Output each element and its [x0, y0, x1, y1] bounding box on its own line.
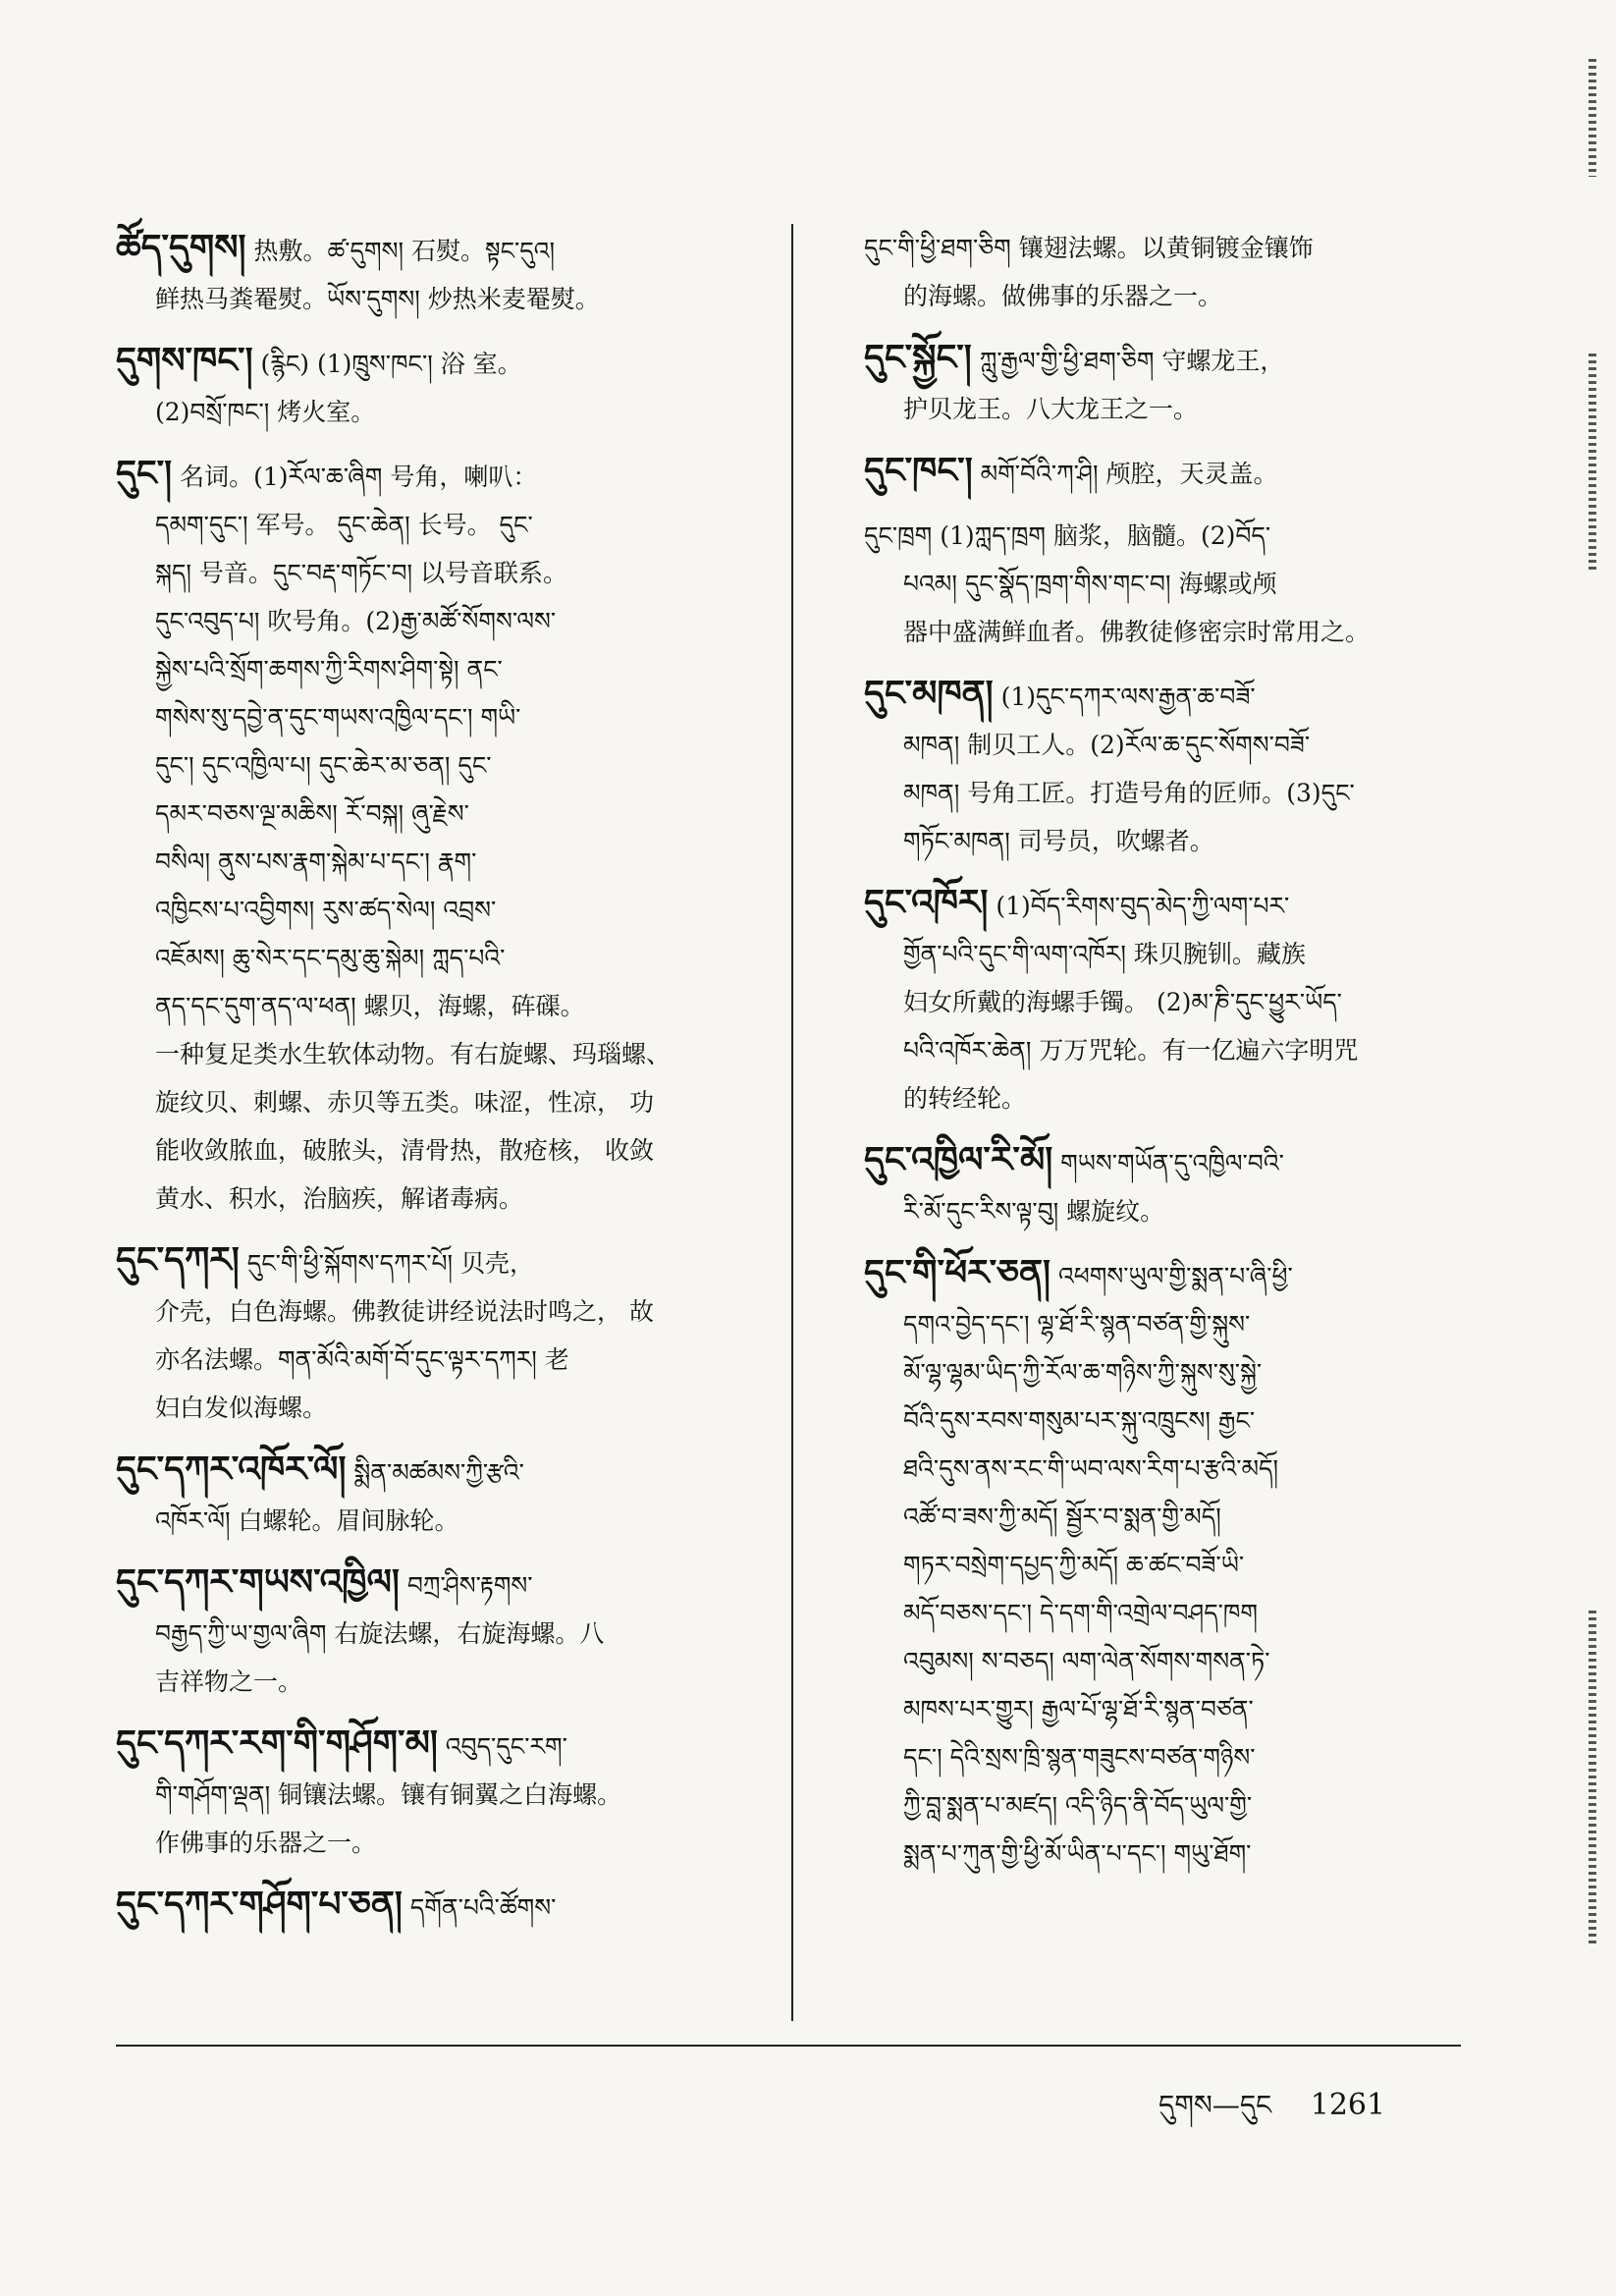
entry-definition-line: ཐའི་དུས་ནས་རང་གི་ཡབ་ལས་རིག་པ་རྩའི་མདོ། [903, 1454, 1279, 1483]
dictionary-entry [116, 1558, 783, 1706]
left-column [116, 224, 783, 1945]
entry-definition-line: གི་གཤོག་ལྡན། 铜镶法螺。镶有铜翼之白海螺。 [155, 1780, 622, 1809]
entry-definition-line: 护贝龙王。八大龙王之一。 [903, 395, 1199, 423]
entry-definition-line: བོའི་དུས་རབས་གསུམ་པར་སྐུ་འཁྲུངས། རྒྱང་ [903, 1406, 1256, 1435]
dictionary-entry [116, 224, 783, 323]
entry-definition-line: 亦名法螺。གན་མོའི་མགོ་བོ་དུང་ལྟར་དཀར། 老 [155, 1345, 569, 1374]
dictionary-entry [116, 1720, 783, 1867]
entry-headword-line: དུང་གི་ཕྱི་ཐག་ཅིག 镶翅法螺。以黄铜镀金镶饰 [864, 234, 1314, 262]
entry-definition-line: 一种复足类水生软体动物。有右旋螺、玛瑙螺、 [155, 1040, 672, 1068]
entry-definition-line: (2)བསྲོ་ཁང་། 烤火室。 [155, 398, 376, 426]
entry-definition-line: བསིལ། ནུས་པས་རྣག་སྐེམ་པ་དང་། རྣག་ [155, 847, 477, 876]
entry-headword: དུང་མཁན། [864, 673, 994, 714]
entry-definition-line: གཏར་བསྲེག་དཔྱད་ཀྱི་མདོ། ཆ་ཚང་བཟོ་ཡི་ [903, 1551, 1245, 1579]
dictionary-entry [864, 1136, 1492, 1235]
entry-definition-line: 作佛事的乐器之一。 [155, 1829, 377, 1857]
entry-headword: དུང་འཁྱིལ་རི་མོ། [864, 1139, 1053, 1180]
entry-definition-line: 鲜热马粪罨熨。ཡོས་དུགས། 炒热米麦罨熨。 [155, 285, 600, 313]
dictionary-entry [116, 1236, 783, 1432]
entry-definition-line: དམག་དུང་། 军号。 དུང་ཆེན། 长号。 དུང་ [155, 511, 533, 539]
entry-definition-line: གསེས་སུ་དབྱེ་ན་དུང་གཡས་འཁྱིལ་དང་། གཡི་ [155, 703, 521, 732]
entry-definition-line: ཀྱི་བླ་སྨན་པ་མཛད། འདི་ཉིད་ནི་བོད་ཡུལ་གྱི་ [903, 1791, 1253, 1820]
entry-headword: དུང་དཀར་གཡས་འཁྱིལ། [116, 1561, 400, 1603]
entry-definition-line: 旋纹贝、刺螺、赤贝等五类。味涩，性凉， 功 [155, 1088, 654, 1117]
entry-definition-line: སྐད། 号音。དུང་བརྡ་གཏོང་བ། 以号音联系。 [155, 559, 567, 587]
entry-headword-line: དུགས་ཁང་། (རྙིང) (1)ཁྲུས་ཁང་། 浴 室。 [116, 340, 522, 381]
entry-definition-line: གྱོན་པའི་དུང་གི་ལག་འཁོར། 珠贝腕钏。藏族 [903, 940, 1306, 968]
entry-headword: དུགས་ཁང་། [116, 340, 253, 381]
entry-definition-line: མོ་ལྷ་ལྷམ་ཡིད་ཀྱི་རོལ་ཆ་གཉིས་ཀྱི་སྐུས་སུ་སྐྱེ་ [903, 1358, 1263, 1387]
entry-definition-line: བརྒྱད་ཀྱི་ཡ་གྱལ་ཞིག 右旋法螺，右旋海螺。八 [155, 1619, 605, 1648]
entry-headword: དུང་ཁང་། [864, 450, 973, 491]
entry-definition-line: མདོ་བཅས་དང་། དེ་དག་གི་འགྲེལ་བཤད་ཁག [903, 1599, 1259, 1627]
dictionary-entry [116, 1881, 783, 1932]
entry-headword: ཚོད་དུགས། [116, 227, 246, 268]
right-column [864, 224, 1492, 1891]
entry-headword-line: དུང་དཀར། དུང་གི་ཕྱི་སྐོགས་དཀར་པོ། 贝壳， [116, 1239, 535, 1281]
dictionary-entry [864, 334, 1492, 433]
dictionary-entry [116, 337, 783, 436]
entry-definition-line: རི་མོ་དུང་རིས་ལྟ་བུ། 螺旋纹。 [903, 1197, 1165, 1226]
dictionary-entry [116, 1446, 783, 1545]
dictionary-entry [864, 670, 1492, 865]
entry-definition-line: གཏོང་མཁན། 司号员，吹螺者。 [903, 827, 1214, 855]
entry-definition-line: འཚོ་བ་ཟས་ཀྱི་མདོ། སྦྱོར་བ་སྨན་གྱི་མདོ། [903, 1503, 1221, 1531]
entry-definition-line: དམར་བཅས་ལྔ་མཆིས། རོ་བསྐ། ཞུ་རྗེས་ [155, 799, 469, 828]
entry-definition-line: མཁས་པར་གྱུར། རྒྱལ་པོ་ལྷ་ཐོ་རི་སྙན་བཙན་ [903, 1695, 1254, 1723]
dictionary-entry [864, 512, 1492, 656]
entry-definition-line: 器中盛满鲜血者。佛教徒修密宗时常用之。 [903, 618, 1371, 646]
entry-headword: དུང་དཀར་རག་གི་གཤོག་མ། [116, 1722, 438, 1764]
dictionary-entry [116, 450, 783, 1223]
entry-definition-line: དུང་འབུད་པ། 吹号角。(2)རྒྱ་མཚོ་སོགས་ལས་ [155, 607, 557, 635]
entry-definition-line: འཁོར་ལོ། 白螺轮。眉间脉轮。 [155, 1506, 459, 1535]
entry-headword-line: དུང་ཁང་། མགོ་བོའི་ཀ་ཤི། 颅腔，天灵盖。 [864, 450, 1278, 491]
entry-definition-line: 吉祥物之一。 [155, 1667, 303, 1696]
entry-definition-line: འབུམས། ས་བཅད། ལག་ལེན་སོགས་གསན་ཏེ་ [903, 1647, 1270, 1675]
entry-headword: དུང་འཁོར། [864, 882, 989, 923]
entry-headword-line: དུང་མཁན། (1)དུང་དཀར་ལས་རྒྱན་ཆ་བཟོ་ [864, 673, 1256, 714]
entry-headword: དུང་དཀར། [116, 1239, 240, 1281]
page-footer [1158, 2074, 1385, 2152]
entry-definition-line: མཁན། 制贝工人。(2)རོལ་ཆ་དུང་སོགས་བཟོ་ [903, 731, 1311, 759]
entry-definition-line: དང་། དེའི་སྲས་ཁྲི་སྙན་གཟུངས་བཙན་གཉིས་ [903, 1743, 1256, 1772]
entry-definition-line: 妇女所戴的海螺手镯。 (2)མ་ཎི་དུང་ཕྱུར་ཡོད་ [903, 988, 1342, 1016]
scan-edge-mark [1589, 59, 1596, 177]
entry-headword-line: ཚོད་དུགས། 热敷。ཚ་དུགས། 石熨。སྟང་དུའ། [116, 227, 556, 268]
entry-headword: དུང་དཀར་འཁོར་ལོ། [116, 1449, 347, 1490]
entry-definition-line: པའམ། དུང་སྣོད་ཁྲག་གིས་གང་བ། 海螺或颅 [903, 570, 1277, 598]
entry-definition-line: འཁྱིངས་པ་འབྱིགས། རུས་ཚད་སེལ། འབྲས་ [155, 896, 497, 924]
entry-headword-line: དུང་འཁོར། (1)བོད་རིགས་བུད་མེད་ཀྱི་ལག་པར་ [864, 882, 1290, 923]
entry-definition-line: འཇོམས། ཆུ་སེར་དང་དམུ་ཆུ་སྐེམ། ཀླད་པའི་ [155, 944, 506, 972]
entry-headword-line: དུང་དཀར་རག་གི་གཤོག་མ། འབུད་དུང་རག་ [116, 1722, 567, 1764]
entry-definition-line: 的海螺。做佛事的乐器之一。 [903, 282, 1223, 310]
scan-edge-mark [1589, 354, 1596, 570]
dictionary-entry [864, 224, 1492, 320]
scan-edge-mark [1589, 1611, 1596, 1944]
entry-definition-line: མཁན། 号角工匠。打造号角的匠师。(3)དུང་ [903, 779, 1355, 807]
entry-headword-line: དུང་དཀར་གཡས་འཁྱིལ། བཀྲ་ཤིས་རྟགས་ [116, 1561, 533, 1603]
entry-headword-line: དུང་དཀར་འཁོར་ལོ། སྨིན་མཚམས་ཀྱི་རྩའི་ [116, 1449, 524, 1490]
entry-headword-line: དུང་། 名词。(1)རོལ་ཆ་ཞིག 号角，喇叭： [116, 453, 538, 494]
entry-definition-line: ནད་དང་དུག་ནད་ལ་ཕན། 螺贝，海螺，砗磲。 [155, 992, 585, 1020]
entry-headword: དུང་གི་ཕོར་ཅན། [864, 1252, 1051, 1293]
column-divider [791, 224, 793, 2021]
dictionary-entry [864, 1249, 1492, 1878]
entry-headword-line: དུང་འཁྱིལ་རི་མོ། གཡས་གཡོན་དུ་འཁྱིལ་བའི་ [864, 1139, 1284, 1180]
entry-definition-line: 的转经轮。 [903, 1084, 1027, 1113]
page-number: 1261 [1310, 2088, 1386, 2122]
entry-definition-line: དགའ་བྱེད་དང་། ལྷ་ཐོ་རི་སྙན་བཙན་གྱི་སྐུས་ [903, 1310, 1251, 1339]
entry-headword: དུང་། [116, 453, 173, 494]
entry-headword-line: དུང་དཀར་གཤོག་པ་ཅན། དགོན་པའི་ཚོགས་ [116, 1884, 557, 1925]
entry-headword: དུང་སྐྱོང་། [864, 337, 972, 378]
entry-headword-line: དུང་ཁྲག (1)ཀླད་ཁྲག 脑浆，脑髓。(2)བོད་ [864, 521, 1271, 550]
footer-entry-range: དུགས—དུང [1158, 2089, 1272, 2121]
entry-headword-line: དུང་གི་ཕོར་ཅན། འཕགས་ཡུལ་གྱི་སྨན་པ་ཞི་ཕྱི་ [864, 1252, 1293, 1293]
entry-definition-line: 介壳，白色海螺。佛教徒讲经说法时鸣之， 故 [155, 1297, 654, 1326]
entry-definition-line: 能收敛脓血，破脓头，清骨热，散疮核， 收敛 [155, 1136, 654, 1165]
entry-definition-line: 黄水、积水，治脑疾，解诸毒病。 [155, 1184, 524, 1213]
entry-definition-line: སྨན་པ་ཀུན་གྱི་ཕྱི་མོ་ཡིན་པ་དང་། གཡུ་ཐོག་ [903, 1839, 1252, 1868]
entry-definition-line: དུང་། དུང་འཁྱིལ་པ། དུང་ཆེར་མ་ཅན། དུང་ [155, 751, 492, 780]
dictionary-entry [864, 879, 1492, 1122]
entry-definition-line: པའི་འཁོར་ཆེན། 万万咒轮。有一亿遍六字明咒 [903, 1036, 1359, 1065]
entry-headword: དུང་དཀར་གཤོག་པ་ཅན། [116, 1884, 403, 1925]
entry-definition-line: སྐྱེས་པའི་སྲོག་ཆགས་ཀྱི་རིགས་ཤིག་སྟེ། ནང་ [155, 655, 503, 683]
entry-definition-line: 妇白发似海螺。 [155, 1394, 328, 1422]
footer-rule [116, 2045, 1461, 2047]
dictionary-entry [864, 447, 1492, 498]
entry-headword-line: དུང་སྐྱོང་། ཀླུ་རྒྱལ་གྱི་ཕྱི་ཐག་ཅིག 守螺龙王， [864, 337, 1285, 378]
